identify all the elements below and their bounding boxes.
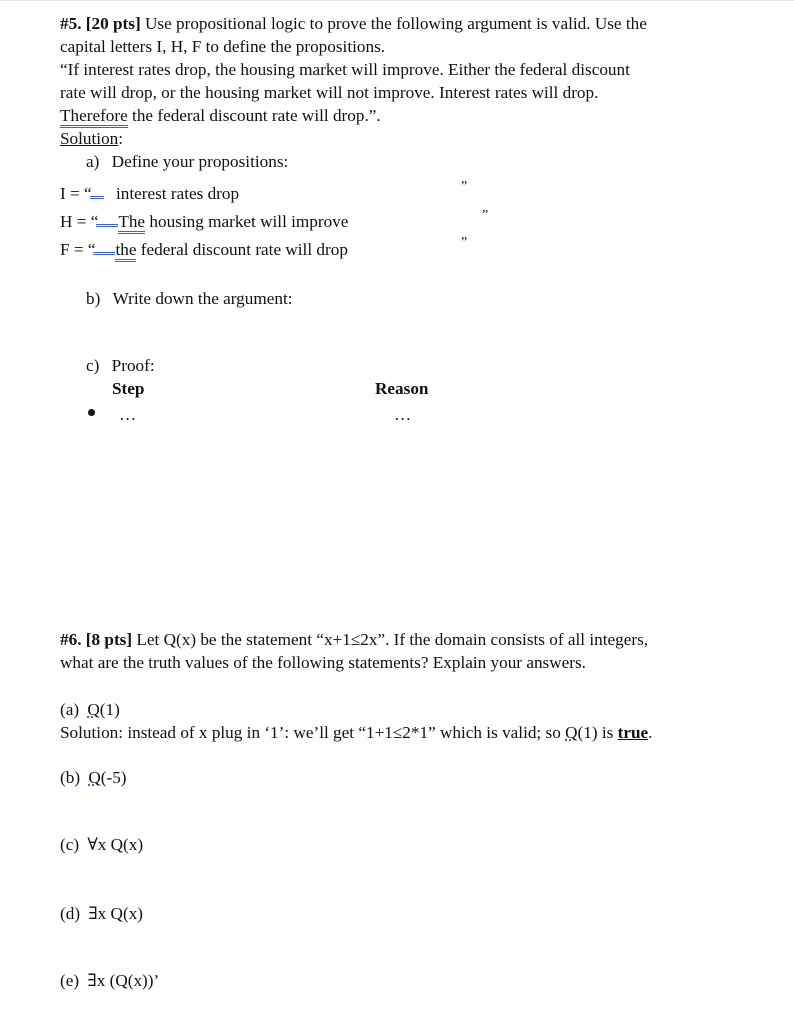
q5-part-b: [86, 288, 293, 310]
definition-i: [60, 180, 239, 205]
page-top-divider: [0, 0, 794, 1]
q6-item-a-marker: (a): [60, 700, 80, 719]
q6-item-b: [60, 767, 127, 789]
definition-f-value-rest: federal discount rate will drop: [136, 240, 348, 259]
q6-item-c-marker: (c): [60, 835, 80, 854]
definition-i-close-quote: ”: [461, 179, 468, 194]
proof-row-step: …: [119, 405, 137, 424]
q6-item-a: [60, 699, 120, 721]
definition-f-close-quote: ”: [461, 235, 468, 250]
q6-prompt-text-1: Let Q(x) be the statement “x+1≤2x”. If the domain consists of all integers,: [136, 630, 649, 649]
q6-solution-a-q-rest: (1) is: [577, 723, 618, 742]
q6-item-c-expr: ∀x Q(x): [87, 835, 144, 854]
q6-solution-a-text: Solution: instead of x plug in ‘1’: we’ll get “1+1≤2*1” which is valid; so: [60, 723, 566, 742]
part-c-text: Proof:: [111, 356, 155, 375]
part-b-marker: b): [86, 289, 101, 308]
q6-points: [8 pts]: [85, 630, 133, 649]
definition-h: [60, 208, 348, 233]
definition-h-blank: [96, 208, 118, 227]
part-c-marker: c): [86, 356, 100, 375]
q5-prompt-text-1: Use propositional logic to prove the following argument is valid. Use the: [144, 14, 647, 33]
part-a-marker: a): [86, 152, 100, 171]
q5-number: #5.: [60, 14, 82, 33]
definition-i-blank: [90, 180, 104, 199]
definition-h-close-quote: ”: [482, 208, 489, 223]
q6-solution-a: [60, 722, 652, 744]
q5-solution-heading: [60, 128, 123, 150]
q6-solution-a-q: Q: [565, 723, 578, 742]
q6-prompt-line-2: what are the truth values of the following statements? Explain your answers.: [60, 653, 586, 672]
q5-solution-label: Solution: [60, 129, 119, 148]
q6-item-d-expr: ∃x Q(x): [88, 904, 144, 923]
q6-item-b-marker: (b): [60, 768, 81, 787]
q5-solution-colon: :: [118, 129, 124, 148]
definition-f-blank: [93, 236, 115, 255]
q5-argument-line-1: “If interest rates drop, the housing market will improve. Either the federal discount: [60, 60, 630, 79]
q6-number: #6.: [60, 630, 82, 649]
definition-h-value-first: The: [118, 212, 145, 234]
definition-f-eq: = “: [69, 240, 96, 259]
q5-argument-line-3-rest: the federal discount rate will drop.”.: [127, 106, 381, 125]
q5-prompt-line-1: [60, 13, 647, 35]
definition-i-eq: = “: [65, 184, 92, 203]
part-b-text: Write down the argument:: [112, 289, 293, 308]
q6-item-b-q: Q: [88, 768, 101, 787]
proof-row-reason: …: [394, 405, 412, 424]
q5-points: [20 pts]: [85, 14, 141, 33]
definition-h-value-rest: housing market will improve: [145, 212, 349, 231]
q5-part-a: [86, 151, 288, 173]
definition-h-eq: = “: [72, 212, 99, 231]
proof-row-bullet: [88, 409, 95, 416]
q6-prompt-line-1: [60, 629, 648, 651]
definition-i-letter: I: [60, 184, 66, 203]
q5-argument-line-2: rate will drop, or the housing market will not improve. Interest rates will drop.: [60, 83, 599, 102]
q5-part-c: [86, 355, 155, 377]
definition-f-letter: F: [60, 240, 70, 259]
definition-h-letter: H: [60, 212, 73, 231]
definition-f-value-first: the: [115, 240, 136, 262]
q6-item-d: [60, 903, 143, 925]
definition-i-value: interest rates drop: [115, 184, 240, 203]
proof-step-header: Step: [112, 379, 145, 398]
q6-solution-a-end: .: [648, 723, 653, 742]
proof-reason-header: Reason: [375, 379, 429, 398]
q6-item-e-expr: ∃x (Q(x))’: [87, 971, 160, 990]
q6-item-d-marker: (d): [60, 904, 81, 923]
q5-prompt-line-2: capital letters I, H, F to define the propositions.: [60, 37, 386, 56]
q6-item-a-rest: (1): [99, 700, 120, 719]
definition-f: [60, 236, 348, 261]
q6-item-b-rest: (-5): [100, 768, 127, 787]
q6-item-e: [60, 970, 159, 992]
q6-item-e-marker: (e): [60, 971, 80, 990]
therefore-word: Therefore: [60, 106, 128, 128]
q6-item-a-q: Q: [87, 700, 100, 719]
part-a-text: Define your propositions:: [111, 152, 289, 171]
q5-argument-line-3: [60, 105, 381, 127]
q6-solution-a-verdict: true: [617, 723, 649, 742]
q6-item-c: [60, 834, 143, 856]
